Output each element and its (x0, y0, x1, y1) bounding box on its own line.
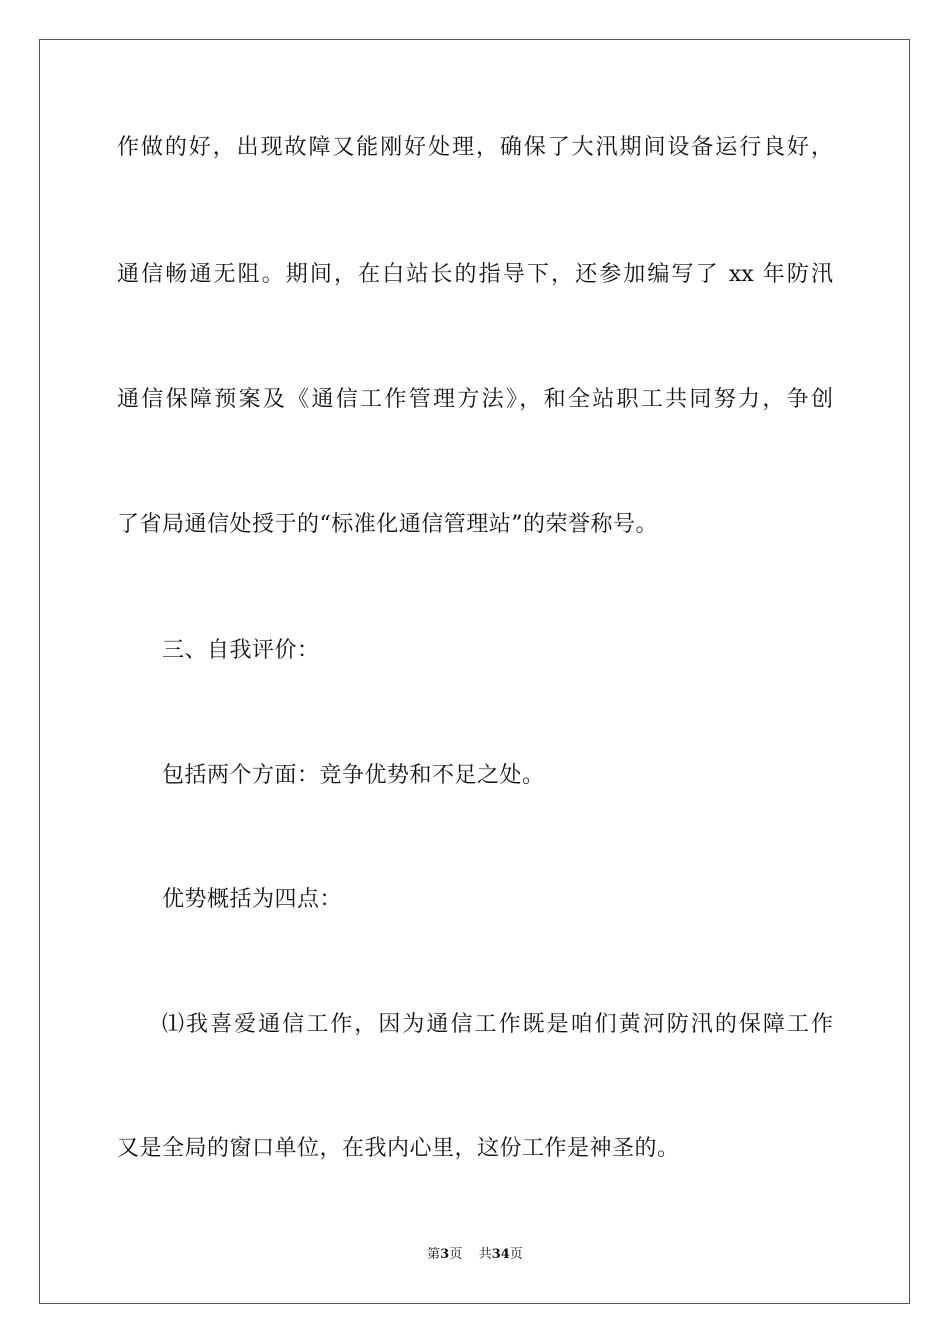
paragraph-line-8: ⑴我喜爱通信工作，因为通信工作既是咱们黄河防汛的保障工作 (162, 1012, 833, 1037)
footer-total-suffix: 页 (509, 1247, 523, 1262)
paragraph-line-1: 作做的好，出现故障又能刚好处理，确保了大汛期间设备运行良好， (117, 135, 833, 160)
footer-page-number: 3 (440, 1247, 450, 1262)
footer-total-pages: 34 (491, 1247, 510, 1262)
paragraph-line-2: 通信畅通无阻。期间，在白站长的指导下，还参加编写了 xx 年防汛 (117, 262, 833, 287)
paragraph-line-7: 优势概括为四点： (162, 887, 343, 912)
footer-page-suffix: 页 (449, 1247, 463, 1262)
paragraph-line-9: 又是全局的窗口单位，在我内心里，这份工作是神圣的。 (117, 1136, 680, 1161)
paragraph-line-6: 包括两个方面：竞争优势和不足之处。 (162, 763, 545, 788)
paragraph-line-3: 通信保障预案及《通信工作管理方法》，和全站职工共同努力，争创 (117, 387, 833, 412)
footer-page-prefix: 第 (427, 1247, 441, 1262)
page-border (39, 39, 910, 1304)
paragraph-line-4: 了省局通信处授于的“标准化通信管理站”的荣誉称号。 (117, 512, 658, 537)
section-heading-self-evaluation: 三、自我评价： (162, 638, 320, 663)
page-footer (0, 1246, 950, 1264)
footer-total-prefix: 共 (478, 1247, 492, 1262)
